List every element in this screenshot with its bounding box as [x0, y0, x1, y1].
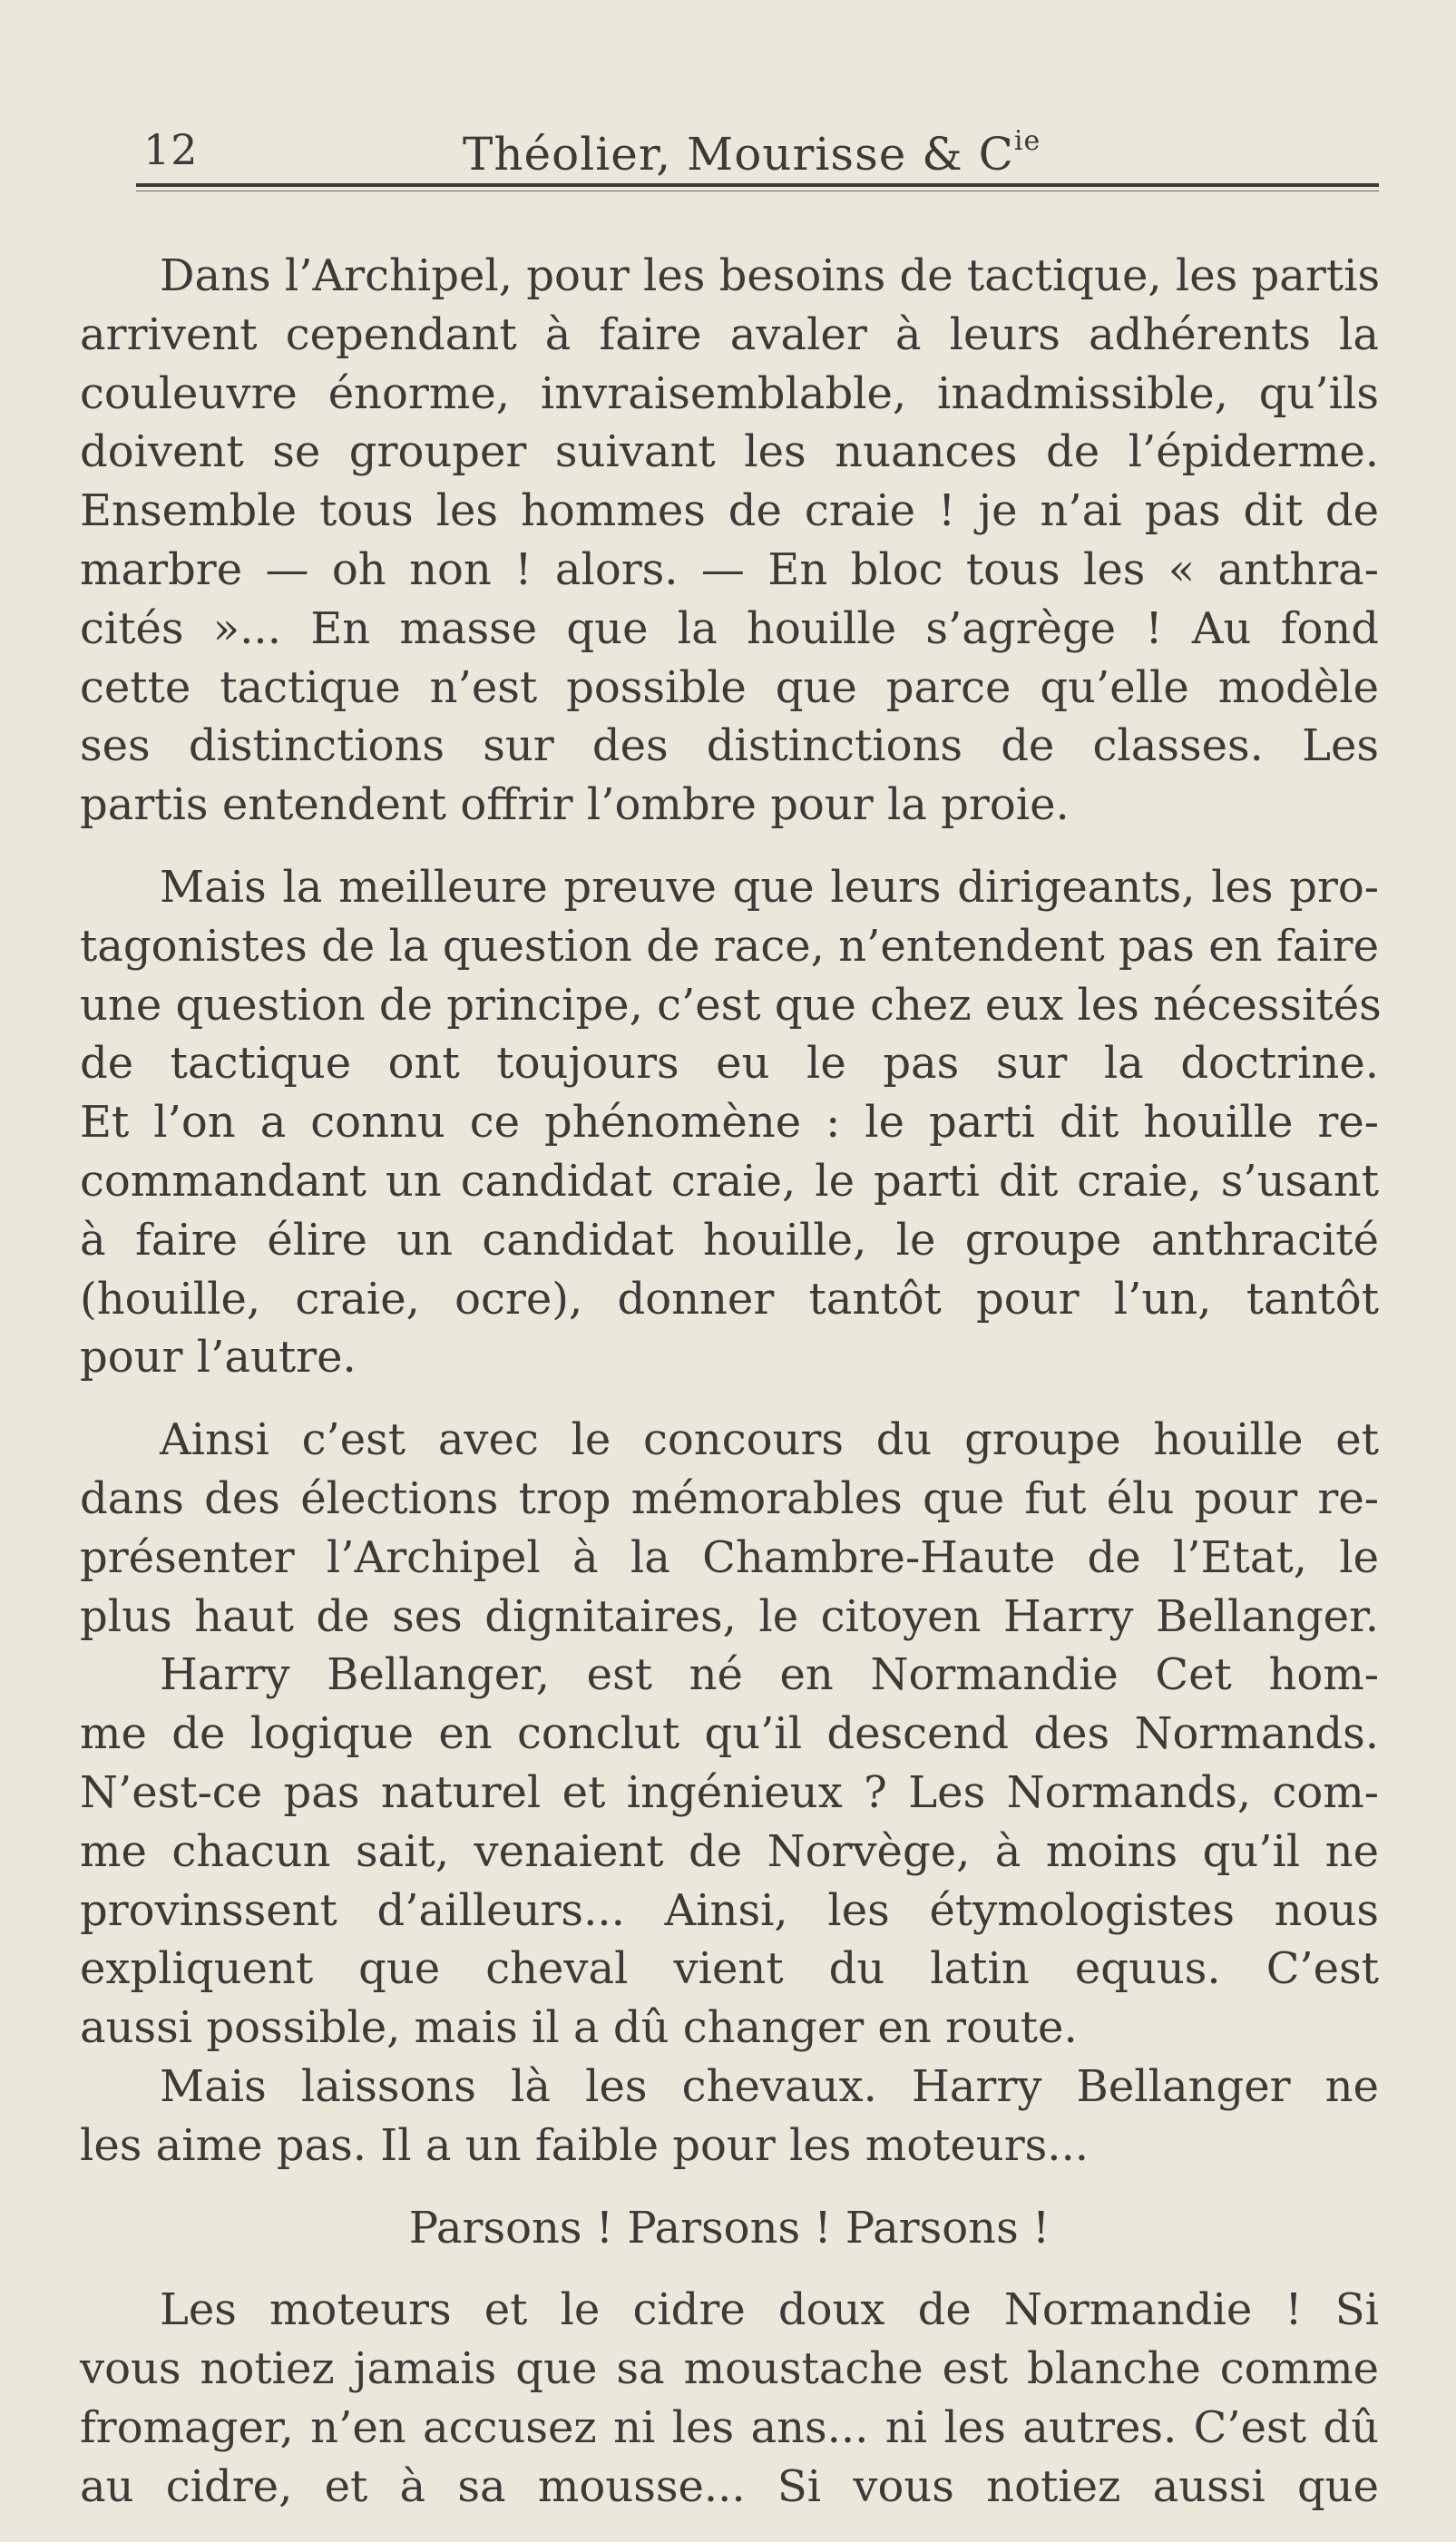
text-line: Mais laissons là les chevaux. Harry Bellanger ne [160, 2060, 1379, 2112]
page-number: 12 [143, 125, 199, 174]
text-line: Parsons ! Parsons ! Parsons ! [408, 2202, 1050, 2254]
text-line: vous notiez jamais que sa moustache est blanche comme [80, 2343, 1379, 2395]
text-line: aussi possible, mais il a dû changer en route. [80, 2002, 1078, 2054]
body-text [80, 247, 1382, 2516]
paragraph-1 [80, 247, 1379, 835]
paragraph-gap [80, 2257, 1379, 2281]
text-line: Harry Bellanger, est né en Normandie Cet hom- [160, 1649, 1379, 1701]
text-line: dans des élections trop mémorables que fut élu pour re- [80, 1472, 1379, 1524]
text-line: N’est-ce pas naturel et ingénieux ? Les Normands, com- [80, 1766, 1379, 1818]
text-line: au cidre, et à sa mousse... Si vous notiez aussi que [80, 2460, 1379, 2512]
text-line: à faire élire un candidat houille, le groupe anthracité [80, 1214, 1379, 1266]
text-line: fromager, n’en accusez ni les ans... ni les autres. C’est dû [80, 2401, 1379, 2453]
paragraph-gap [80, 835, 1379, 858]
text-line: me chacun sait, venaient de Norvège, à moins qu’il ne [80, 1825, 1379, 1877]
text-line: présenter l’Archipel à la Chambre-Haute de l’Etat, le [80, 1531, 1379, 1583]
text-line: Ensemble tous les hommes de craie ! je n’ai pas dit de [80, 485, 1379, 537]
text-line: tagonistes de la question de race, n’entendent pas en faire [80, 920, 1379, 972]
running-head-superscript: ie [1013, 125, 1041, 157]
text-line: partis entendent offrir l’ombre pour la proie. [80, 779, 1070, 831]
paragraph-4 [80, 2199, 1379, 2258]
running-head-text: Théolier, Mourisse & C [463, 128, 1014, 181]
text-line: arrivent cependant à faire avaler à leurs adhérents la [80, 308, 1379, 360]
text-line: ses distinctions sur des distinctions de classes. Les [80, 720, 1379, 772]
text-line: les aime pas. Il a un faible pour les moteurs... [80, 2119, 1090, 2171]
text-line: Les moteurs et le cidre doux de Normandie ! Si [160, 2284, 1379, 2336]
text-line: plus haut de ses dignitaires, le citoyen Harry Bellanger. [80, 1590, 1379, 1642]
running-head [463, 125, 1041, 181]
text-line: (houille, craie, ocre), donner tantôt pour l’un, tantôt [80, 1273, 1379, 1325]
text-line: pour l’autre. [80, 1332, 357, 1383]
text-line: marbre — oh non ! alors. — En bloc tous les « anthra- [80, 543, 1379, 595]
header-rule [136, 183, 1379, 187]
text-line: cette tactique n’est possible que parce qu’elle modèle [80, 661, 1379, 713]
page-header [136, 125, 1379, 189]
text-line: cités »... En masse que la houille s’agrège ! Au fond [80, 602, 1379, 654]
text-line: une question de principe, c’est que chez eux les nécessités [80, 979, 1382, 1031]
text-line: me de logique en conclut qu’il descend des Normands. [80, 1708, 1379, 1760]
text-line: doivent se grouper suivant les nuances de l’épiderme. [80, 426, 1379, 478]
text-line: commandant un candidat craie, le parti dit craie, s’usant [80, 1155, 1379, 1207]
paragraph-2 [80, 858, 1382, 1387]
text-line: couleuvre énorme, invraisemblable, inadmissible, qu’ils [80, 367, 1379, 419]
paragraph-gap [80, 1387, 1379, 1411]
text-line: Dans l’Archipel, pour les besoins de tactique, les partis [160, 250, 1381, 301]
text-line: Ainsi c’est avec le concours du groupe houille et [160, 1414, 1379, 1466]
text-line: Et l’on a connu ce phénomène : le parti dit houille re- [80, 1097, 1379, 1149]
text-line: Mais la meilleure preuve que leurs dirigeants, les pro- [160, 861, 1379, 913]
paragraph-3 [80, 1411, 1379, 2175]
text-line: expliquent que cheval vient du latin equus. C’est [80, 1943, 1379, 1995]
text-line: provinssent d’ailleurs... Ainsi, les étymologistes nous [80, 1884, 1379, 1936]
paragraph-gap [80, 2175, 1379, 2199]
paragraph-5 [80, 2281, 1379, 2516]
text-line: de tactique ont toujours eu le pas sur la doctrine. [80, 1038, 1379, 1090]
